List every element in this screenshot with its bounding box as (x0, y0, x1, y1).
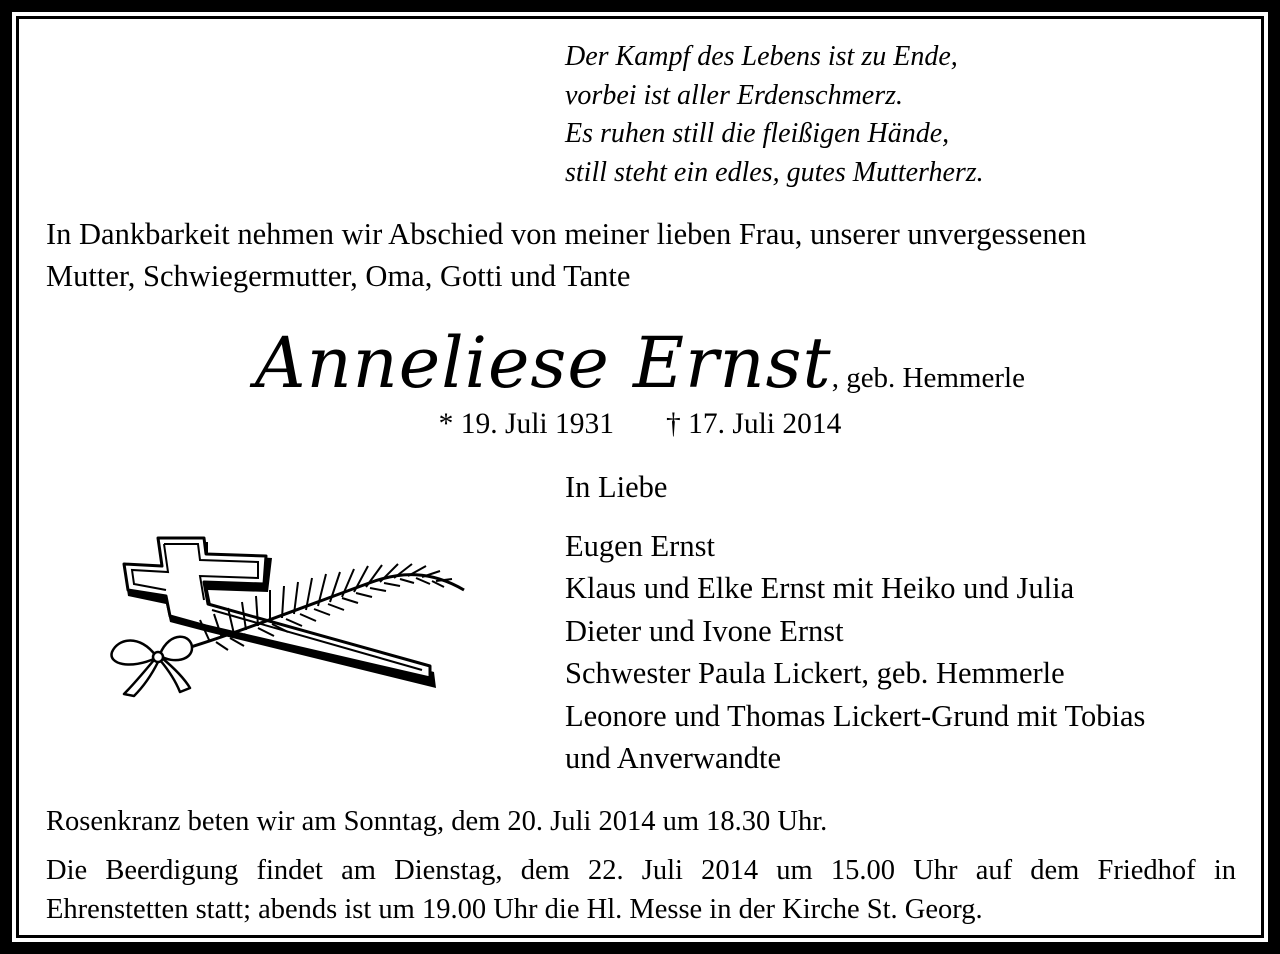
intro-text (46, 213, 1238, 297)
death-date: † 17. Juli 2014 (666, 408, 842, 440)
birth-name: , geb. Hemmerle (831, 362, 1025, 394)
intro-line: In Dankbarkeit nehmen wir Abschied von meiner lieben Frau, unserer unvergessenen (46, 217, 1087, 251)
rosary-notice: Rosenkranz beten wir am Sonntag, dem 20. Juli 2014 um 18.30 Uhr. (46, 806, 828, 837)
poem (565, 38, 984, 192)
cross-with-palm-branch-icon (100, 530, 470, 700)
mourners-heading: In Liebe (565, 470, 668, 504)
mourner-entry: Dieter und Ivone Ernst (565, 613, 844, 648)
birth-date: * 19. Juli 1931 (438, 408, 614, 440)
poem-line: vorbei ist aller Erdenschmerz. (565, 79, 904, 111)
funeral-line: Die Beerdigung findet am Dienstag, dem 22. Juli 2014 um 15.00 Uhr auf dem Friedhof in (46, 855, 1236, 886)
life-dates (0, 408, 1280, 441)
mourner-entry: Klaus und Elke Ernst mit Heiko und Julia (565, 571, 1075, 606)
mourner-entry: Eugen Ernst (565, 529, 715, 563)
mourner-entry: Schwester Paula Lickert, geb. Hemmerle (565, 656, 1065, 691)
poem-line: Der Kampf des Lebens ist zu Ende, (565, 41, 958, 72)
deceased-name: Anneliese Ernst (255, 322, 832, 404)
mourner-entry: Leonore und Thomas Lickert-Grund mit Tobias (565, 698, 1146, 733)
mourners-list (565, 525, 1145, 779)
intro-line: Mutter, Schwiegermutter, Oma, Gotti und Tante (46, 259, 631, 293)
deceased-name-line (0, 322, 1280, 404)
funeral-notice (46, 852, 1236, 929)
mourner-entry: und Anverwandte (565, 741, 781, 776)
poem-line: still steht ein edles, gutes Mutterherz. (565, 156, 984, 188)
poem-line: Es ruhen still die fleißigen Hände, (565, 118, 950, 149)
funeral-line: Ehrenstetten statt; abends ist um 19.00 Uhr die Hl. Messe in der Kirche St. Georg. (46, 893, 983, 925)
